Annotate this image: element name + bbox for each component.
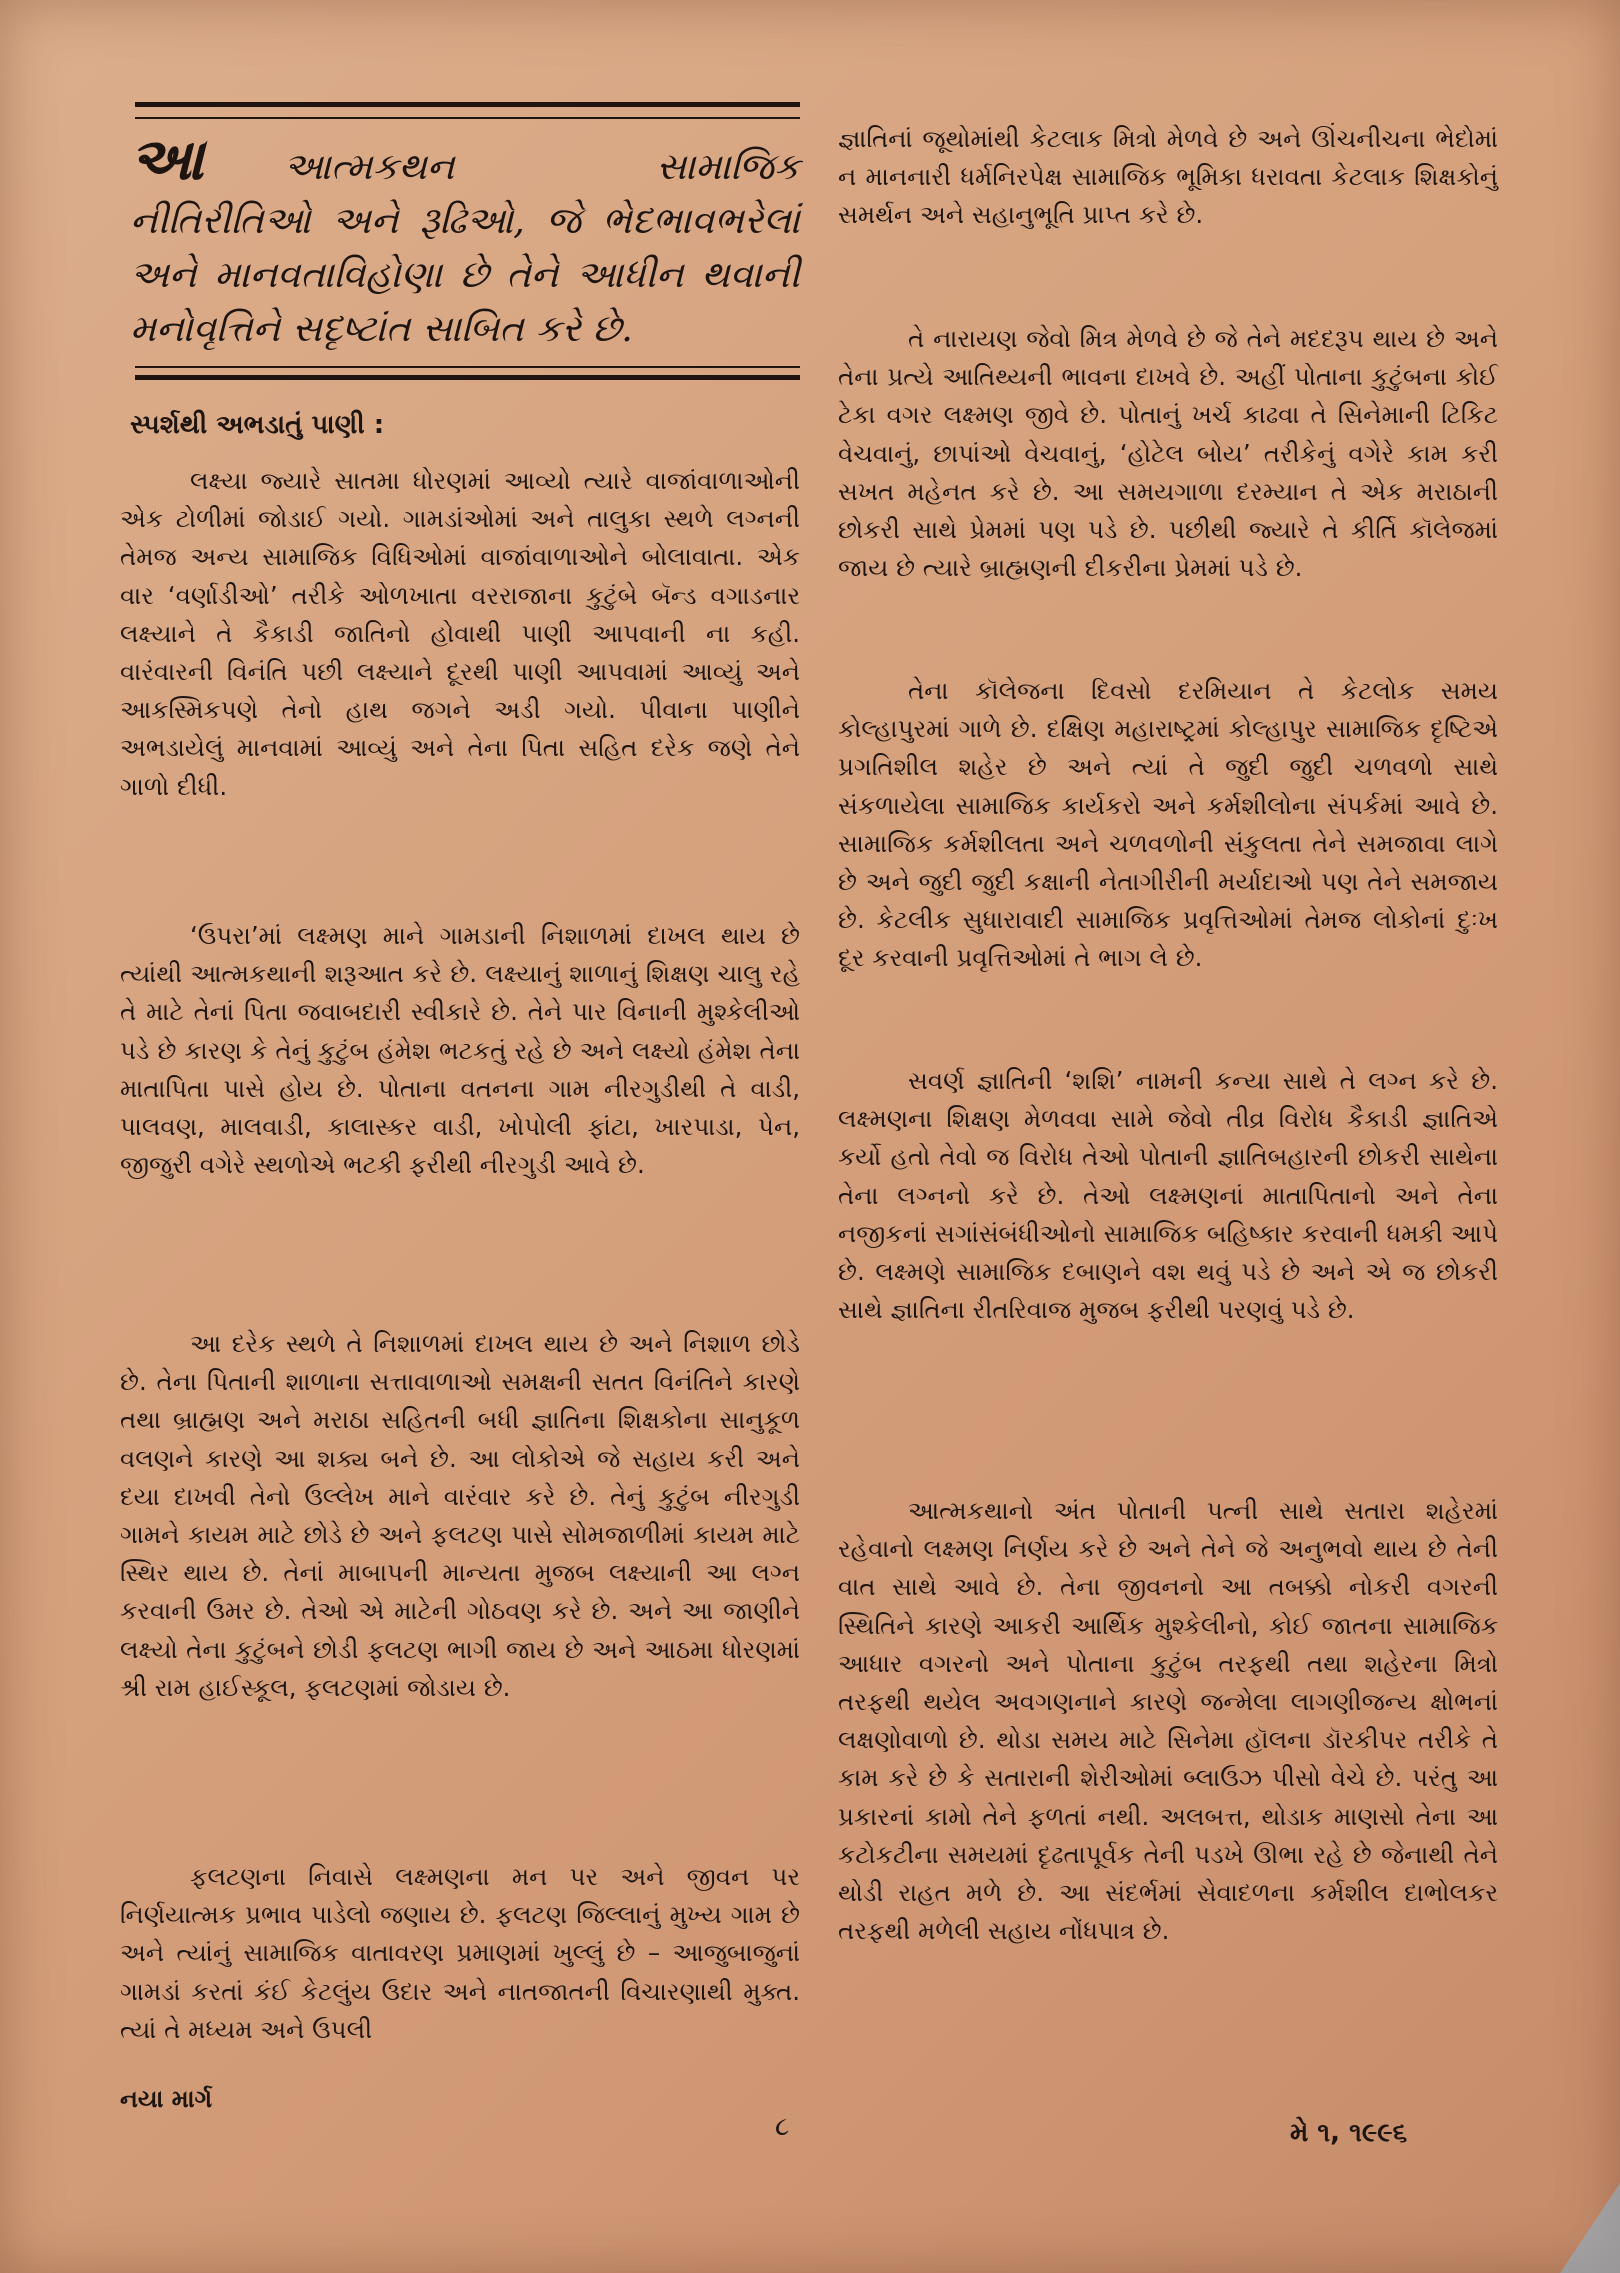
footer-date: મે ૧, ૧૯૯૬ [1290,2118,1408,2148]
right-paragraph-2: તેના કૉલેજના દિવસો દરમિયાન તે કેટલોક સમય કોલ્હાપુરમાં ગાળે છે. દક્ષિણ મહારાષ્ટ્રમાં કોલ્હાપુર સામાજિક દૃષ્ટિએ પ્રગતિશીલ શહેર છે અને ત્યાં તે જુદી જુદી ચળવળો સાથે સંકળાયેલા સામાજિક કાર્યકરો અને કર્મશીલોના સંપર્કમાં આવે છે. સામાજિક કર્મશીલતા અને ચળવળોની સંકુલતા તેને સમજાવા લાગે છે અને જુદી જુદી કક્ષાની નેતાગીરીની મર્યાદાઓ પણ તેને સમજાય છે. કેટલીક સુધારાવાદી સામાજિક પ્રવૃત્તિઓમાં તેમજ લોકોનાં દુઃખ દૂર કરવાની પ્રવૃત્તિઓમાં તે ભાગ લે છે. [838,676,1498,973]
pull-quote-text: આત્મકથન સામાજિક નીતિરીતિઓ અને રૂઢિઓ, જે ભેદભાવભરેલાં અને માનવતાવિહોણા છે તેને આધીન થવાની મનોવૃત્તિને સદૃષ્ટાંત સાબિત કરે છે. [130,145,800,350]
pull-quote-rule-thick [135,375,800,380]
right-paragraph-3: સવર્ણ જ્ઞાતિની ‘શશિ’ નામની કન્યા સાથે તે લગ્ન કરે છે. લક્ષ્મણના શિક્ષણ મેળવવા સામે જેવો તીવ્ર વિરોધ કૈકાડી જ્ઞાતિએ કર્યો હતો તેવો જ વિરોધ તેઓ પોતાની જ્ઞાતિબહારની છોકરી સાથેના તેના લગ્નનો કરે છે. તેઓ લક્ષ્મણનાં માતાપિતાનો અને તેના નજીકનાં સગાંસંબંધીઓનો સામાજિક બહિષ્કાર કરવાની ધમકી આપે છે. લક્ષ્મણે સામાજિક દબાણને વશ થવું પડે છે અને એ જ છોકરી સાથે જ્ઞાતિના રીતરિવાજ મુજબ ફરીથી પરણવું પડે છે. [838,1066,1498,1325]
pull-quote-lead: આ [130,125,204,193]
left-paragraph-3: આ દરેક સ્થળે તે નિશાળમાં દાખલ થાય છે અને નિશાળ છોડે છે. તેના પિતાની શાળાના સત્તાવાળાઓ સમક્ષની સતત વિનંતિને કારણે તથા બ્રાહ્મણ અને મરાઠા સહિતની બધી જ્ઞાતિના શિક્ષકોના સાનુકૂળ વલણને કારણે આ શક્ય બને છે. આ લોકોએ જે સહાય કરી અને દયા દાખવી તેનો ઉલ્લેખ માને વારંવાર કરે છે. તેનું કુટુંબ નીરગુડી ગામને કાયમ માટે છોડે છે અને ફલટણ પાસે સોમજાળીમાં કાયમ માટે સ્થિર થાય છે. તેનાં માબાપની માન્યતા મુજબ લક્ષ્યાની આ લગ્ન કરવાની ઉમર છે. તેઓ એ માટેની ગોઠવણ કરે છે. અને આ જાણીને લક્ષ્યો તેના કુટુંબને છોડી ફલટણ ભાગી જાય છે અને આઠમા ધોરણમાં શ્રી રામ હાઈસ્કૂલ, ફલટણમાં જોડાય છે. [120,1329,800,1702]
right-paragraph-4: આત્મકથાનો અંત પોતાની પત્ની સાથે સતારા શહેરમાં રહેવાનો લક્ષ્મણ નિર્ણય કરે છે અને તેને જે અનુભવો થાય છે તેની વાત સાથે આવે છે. તેના જીવનનો આ તબક્કો નોકરી વગરની સ્થિતિને કારણે આકરી આર્થિક મુશ્કેલીનો, કોઈ જાતના સામાજિક આધાર વગરનો અને પોતાના કુટુંબ તરફથી તથા શહેરના મિત્રો તરફથી થયેલ અવગણનાને કારણે જન્મેલા લાગણીજન્ય ક્ષોભનાં લક્ષણોવાળો છે. થોડા સમય માટે સિનેમા હૉલના ડૉરકીપર તરીકે તે કામ કરે છે કે સતારાની શેરીઓમાં બ્લાઉઝ પીસો વેચે છે. પરંતુ આ પ્રકારનાં કામો તેને ફળતાં નથી. અલબત્ત, થોડાક માણસો તેના આ કટોકટીના સમયમાં દૃઢતાપૂર્વક તેની પડખે ઊભા રહે છે જેનાથી તેને થોડી રાહત મળે છે. આ સંદર્ભમાં સેવાદળના કર્મશીલ દાભોલકર તરફથી મળેલી સહાય નોંધપાત્ર છે. [838,1496,1498,1946]
right-paragraph-continued: જ્ઞાતિનાં જૂથોમાંથી કેટલાક મિત્રો મેળવે છે અને ઊંચનીચના ભેદોમાં ન માનનારી ધર્મનિરપેક્ષ સામાજિક ભૂમિકા ધરાવતા કેટલાક શિક્ષકોનું સમર્થન અને સહાનુભૂતિ પ્રાપ્ત કરે છે. [838,124,1498,230]
left-paragraph-4: ફલટણના નિવાસે લક્ષ્મણના મન પર અને જીવન પર નિર્ણયાત્મક પ્રભાવ પાડેલો જણાય છે. ફલટણ જિલ્લાનું મુખ્ય ગામ છે અને ત્યાંનું સામાજિક વાતાવરણ પ્રમાણમાં ખુલ્લું છે – આજુબાજુનાં ગામડાં કરતાં કંઈ કેટલુંય ઉદાર અને નાતજાતની વિચારણાથી મુક્ત. ત્યાં તે મધ્યમ અને ઉપલી [120,1862,800,2044]
pull-quote [130,125,800,356]
pull-quote-rule-thin [135,366,800,368]
section-heading: સ્પર્શથી અભડાતું પાણી : [130,410,385,440]
left-paragraph-2: ‘ઉપરા’માં લક્ષ્મણ માને ગામડાની નિશાળમાં દાખલ થાય છે ત્યાંથી આત્મકથાની શરૂઆત કરે છે. લક્ષ્યાનું શાળાનું શિક્ષણ ચાલુ રહે તે માટે તેનાં પિતા જવાબદારી સ્વીકારે છે. તેને પાર વિનાની મુશ્કેલીઓ પડે છે કારણ કે તેનું કુટુંબ હંમેશ ભટકતું રહે છે અને લક્ષ્યો હંમેશ તેના માતાપિતા પાસે હોય છે. પોતાના વતનના ગામ નીરગુડીથી તે વાડી, પાલવણ, માલવાડી, કાલાસ્કર વાડી, ખોપોલી ફાંટા, ખારપાડા, પેન, જીજુરી વગેરે સ્થળોએ ભટકી ફરીથી નીરગુડી આવે છે. [120,921,800,1180]
footer-publication: નયા માર્ગ [120,2085,213,2113]
top-rule-thick [135,102,800,107]
right-paragraph-1: તે નારાયણ જેવો મિત્ર મેળવે છે જે તેને મદદરૂપ થાય છે અને તેના પ્રત્યે આતિથ્યની ભાવના દાખવે છે. અહીં પોતાના કુટુંબના કોઈ ટેકા વગર લક્ષ્મણ જીવે છે. પોતાનું ખર્ચ કાઢવા તે સિનેમાની ટિકિટ વેચવાનું, છાપાંઓ વેચવાનું, ‘હોટેલ બોય’ તરીકેનું વગેરે કામ કરી સખત મહેનત કરે છે. આ સમયગાળા દરમ્યાન તે એક મરાઠાની છોકરી સાથે પ્રેમમાં પણ પડે છે. પછીથી જ્યારે તે કીર્તિ કૉલેજમાં જાય છે ત્યારે બ્રાહ્મણની દીકરીના પ્રેમમાં પડે છે. [838,324,1498,583]
top-rule-thin [135,117,800,119]
footer-page-number: ૮ [775,2112,790,2142]
left-paragraph-1: લક્ષ્યા જ્યારે સાતમા ધોરણમાં આવ્યો ત્યારે વાજાંવાળાઓની એક ટોળીમાં જોડાઈ ગયો. ગામડાંઓમાં અને તાલુકા સ્થળે લગ્નની તેમજ અન્ય સામાજિક વિધિઓમાં વાજાંવાળાઓને બોલાવાતા. એક વાર ‘વર્ણાડીઓ’ તરીકે ઓળખાતા વરરાજાના કુટુંબે બૅન્ડ વગાડનાર લક્ષ્યાને તે કૈકાડી જાતિનો હોવાથી પાણી આપવાની ના કહી. વારંવારની વિનંતિ પછી લક્ષ્યાને દૂરથી પાણી આપવામાં આવ્યું અને આકસ્મિકપણે તેનો હાથ જગને અડી ગયો. પીવાના પાણીને અભડાયેલું માનવામાં આવ્યું અને તેના પિતા સહિત દરેક જણે તેને ગાળો દીધી. [120,466,800,801]
